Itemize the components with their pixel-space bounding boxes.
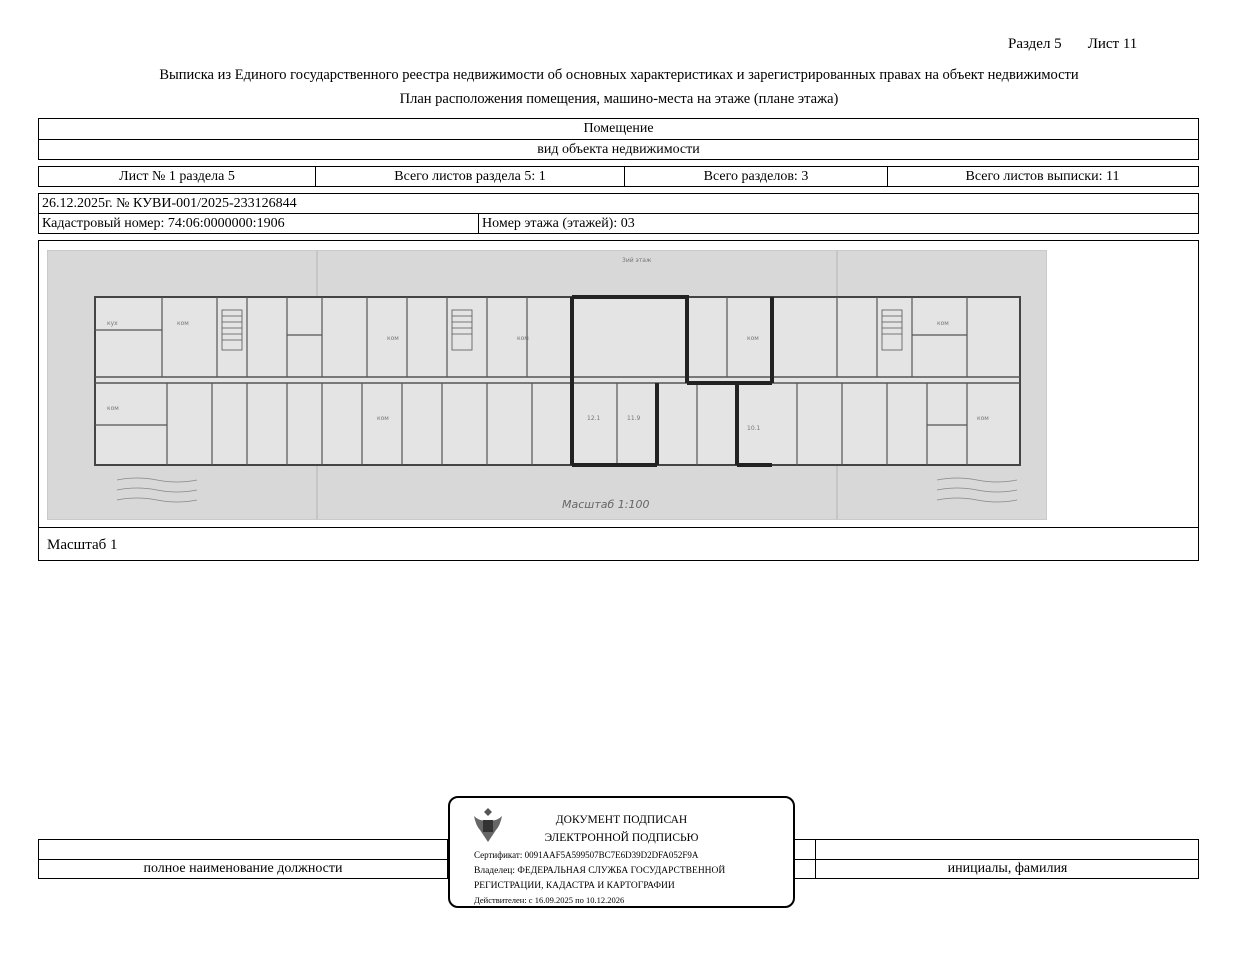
cadastral-number: Кадастровый номер: 74:06:0000000:1906	[42, 216, 285, 231]
floor-plan-image	[47, 250, 1047, 520]
sheets-row	[38, 166, 1199, 187]
document-subtitle: План расположения помещения, машино-места на этаже (плане этажа)	[399, 91, 839, 107]
e-signature-stamp	[448, 796, 795, 908]
svg-text:ком: ком	[107, 405, 119, 412]
object-type-value: Помещение	[39, 119, 1198, 140]
svg-text:кух: кух	[107, 320, 118, 327]
record-date-number: 26.12.2025г. № КУВИ-001/2025-233126844	[39, 194, 1198, 214]
total-sheets: Всего листов выписки: 11	[887, 167, 1197, 186]
svg-text:ком: ком	[177, 320, 189, 327]
svg-text:ком: ком	[977, 415, 989, 422]
sheet-of-section: Лист № 1 раздела 5	[119, 169, 235, 184]
svg-text:ком: ком	[937, 320, 949, 327]
svg-text:ком: ком	[387, 335, 399, 342]
section-label: Раздел 5	[1008, 36, 1062, 52]
stamp-line2: ЭЛЕКТРОННОЙ ПОДПИСЬЮ	[544, 832, 699, 844]
svg-text:ком: ком	[747, 335, 759, 342]
object-type-caption: вид объекта недвижимости	[537, 142, 700, 157]
position-caption: полное наименование должности	[143, 861, 343, 876]
total-sections: Всего разделов: 3	[624, 167, 887, 186]
svg-text:ком: ком	[517, 335, 529, 342]
document-title: Выписка из Единого государственного реестра недвижимости об основных характеристиках и зарегистрированных правах на объект недвижимости	[159, 67, 1079, 83]
svg-text:11.9: 11.9	[627, 415, 641, 422]
stamp-validity: Действителен: с 16.09.2025 по 10.12.2026	[474, 895, 625, 905]
plan-caption: Масштаб 1	[47, 537, 118, 553]
record-block	[38, 193, 1199, 234]
stamp-line1: ДОКУМЕНТ ПОДПИСАН	[555, 814, 688, 826]
sheet-label: Лист 11	[1087, 36, 1138, 52]
object-type-block	[38, 118, 1199, 160]
stamp-owner-line1: Владелец: ФЕДЕРАЛЬНАЯ СЛУЖБА ГОСУДАРСТВЕННОЙ	[474, 866, 726, 876]
stamp-owner-line2: РЕГИСТРАЦИИ, КАДАСТРА И КАРТОГРАФИИ	[474, 881, 675, 891]
stamp-certificate: Сертификат: 0091AAF5A599507BC7E6D39D2DFA052F9A	[474, 850, 699, 860]
svg-text:3ий этаж: 3ий этаж	[622, 257, 652, 264]
floor-plan-drawing	[47, 250, 1047, 520]
total-sheets-section: Всего листов раздела 5: 1	[315, 167, 624, 186]
svg-text:ком: ком	[377, 415, 389, 422]
page-header-right	[1008, 36, 1163, 53]
plan-scale-note: Масштаб 1:100	[562, 498, 650, 511]
name-caption: инициалы, фамилия	[947, 861, 1068, 876]
svg-text:12.1: 12.1	[587, 415, 601, 422]
floor-number: Номер этажа (этажей): 03	[478, 214, 1158, 233]
svg-text:10.1: 10.1	[747, 425, 761, 432]
